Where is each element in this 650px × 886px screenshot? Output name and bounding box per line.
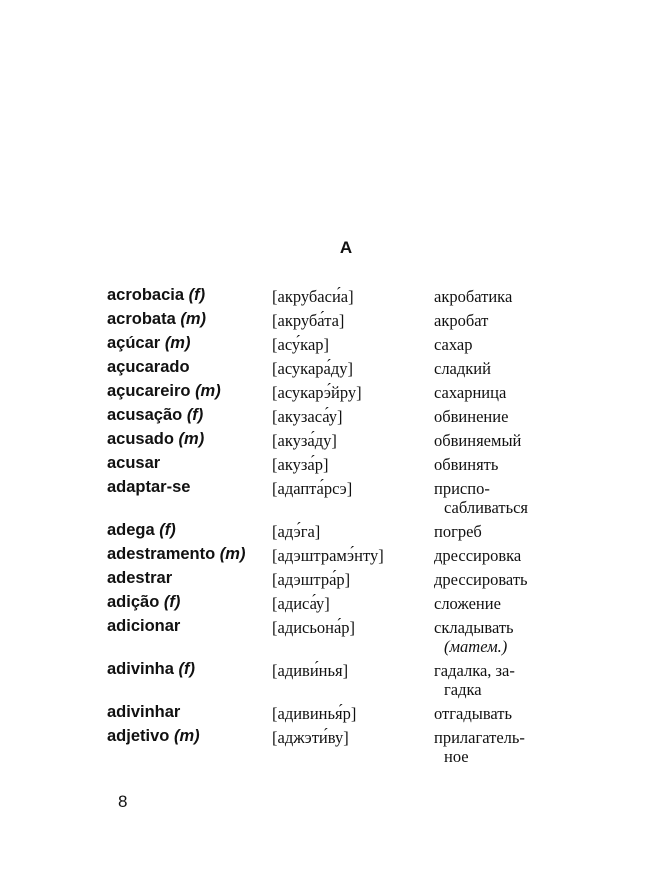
portuguese-word (107, 703, 272, 722)
headword: açúcar (107, 334, 161, 352)
transcription: [адапта́рсэ] (272, 479, 353, 498)
entry-list (107, 286, 559, 770)
headword: acrobata (107, 310, 176, 328)
transcription: [акузаса́у] (272, 407, 343, 426)
translation (434, 660, 559, 699)
translation (434, 286, 559, 306)
portuguese-word (107, 593, 272, 612)
portuguese-word (107, 569, 272, 588)
translation-line: гадалка, за- (434, 661, 515, 680)
gender-marker: (m) (219, 545, 246, 563)
transcription: [адэштра́р] (272, 570, 351, 589)
dictionary-entry (107, 660, 559, 699)
gender-marker: (m) (178, 430, 205, 448)
gender-marker: (m) (195, 382, 221, 400)
portuguese-word (107, 310, 272, 329)
gender-marker: (f) (178, 660, 196, 678)
dictionary-entry (107, 593, 559, 613)
transcription: [акуза́р] (272, 455, 329, 474)
translation-line: дрессировка (434, 546, 522, 565)
translation-line: складывать (434, 618, 514, 637)
gender-marker: (f) (188, 286, 206, 304)
dictionary-entry (107, 430, 559, 450)
translation (434, 358, 559, 378)
headword: adivinhar (107, 703, 181, 721)
headword: adição (107, 593, 160, 611)
dictionary-entry (107, 545, 559, 565)
portuguese-word (107, 545, 272, 564)
headword: açucarado (107, 358, 190, 376)
translation (434, 430, 559, 450)
transcription: [асукарэ́йру] (272, 383, 362, 402)
translation-line: акробатика (434, 287, 513, 306)
dictionary-entry (107, 478, 559, 517)
transcription: [адивинья́р] (272, 704, 357, 723)
translation-line: отгадывать (434, 704, 513, 723)
translation (434, 454, 559, 474)
translation (434, 569, 559, 589)
translation-line: сабливаться (444, 498, 529, 517)
dictionary-entry (107, 334, 559, 354)
transcription: [акуза́ду] (272, 431, 337, 450)
translation (434, 310, 559, 330)
gender-marker: (f) (159, 521, 176, 539)
dictionary-entry (107, 521, 559, 541)
gender-marker: (m) (164, 334, 191, 352)
page-number: 8 (118, 792, 128, 811)
headword: adicionar (107, 617, 181, 635)
translation-line: сахарница (434, 383, 507, 402)
dictionary-entry (107, 406, 559, 426)
dictionary-entry (107, 310, 559, 330)
portuguese-word (107, 454, 272, 473)
translation (434, 521, 559, 541)
headword: adivinha (107, 660, 174, 678)
portuguese-word (107, 617, 272, 636)
portuguese-word (107, 334, 272, 353)
translation-line: сложение (434, 594, 501, 613)
translation-line: обвинять (434, 455, 499, 474)
headword: acusado (107, 430, 174, 448)
translation-line: сахар (434, 335, 473, 354)
translation-line: гадка (444, 680, 482, 699)
transcription: [аджэти́ву] (272, 728, 349, 747)
transcription: [асукара́ду] (272, 359, 353, 378)
headword: adega (107, 521, 155, 539)
gender-marker: (m) (173, 727, 200, 745)
transcription: [адэштрамэ́нту] (272, 546, 384, 565)
transcription: [акрубаси́а] (272, 287, 354, 306)
dictionary-entry (107, 617, 559, 656)
translation-line: прилагатель- (434, 728, 525, 747)
dictionary-entry (107, 358, 559, 378)
translation-line: дрессировать (434, 570, 528, 589)
portuguese-word (107, 382, 272, 401)
transcription: [адэ́га] (272, 522, 321, 541)
dictionary-entry (107, 703, 559, 723)
portuguese-word (107, 660, 272, 679)
portuguese-word (107, 521, 272, 540)
translation (434, 593, 559, 613)
translation (434, 545, 559, 565)
portuguese-word (107, 406, 272, 425)
portuguese-word (107, 286, 272, 305)
dictionary-entry (107, 727, 559, 766)
transcription: [адиви́нья] (272, 661, 349, 680)
portuguese-word (107, 727, 272, 746)
dictionary-entry (107, 286, 559, 306)
translation (434, 727, 559, 766)
headword: acusar (107, 454, 161, 472)
translation-line: обвинение (434, 407, 509, 426)
translation (434, 478, 559, 517)
transcription: [асу́кар] (272, 335, 330, 354)
headword: adestramento (107, 545, 216, 563)
translation (434, 703, 559, 723)
headword: acrobacia (107, 286, 185, 304)
gender-marker: (m) (180, 310, 207, 328)
translation-line: обвиняемый (434, 431, 522, 450)
transcription: [адисьона́р] (272, 618, 356, 637)
headword: adestrar (107, 569, 173, 587)
translation-line: ное (444, 747, 469, 766)
translation (434, 617, 559, 656)
headword: acusação (107, 406, 183, 424)
transcription: [адиса́у] (272, 594, 330, 613)
section-letter: A (339, 238, 353, 257)
translation-line: сладкий (434, 359, 491, 378)
gender-marker: (f) (186, 406, 204, 424)
dictionary-entry (107, 382, 559, 402)
translation-line: акробат (434, 311, 489, 330)
dictionary-entry (107, 569, 559, 589)
translation (434, 382, 559, 402)
usage-note: (матем.) (444, 637, 508, 656)
headword: açucareiro (107, 382, 191, 400)
dictionary-entry (107, 454, 559, 474)
translation (434, 406, 559, 426)
transcription: [акруба́та] (272, 311, 345, 330)
headword: adaptar-se (107, 478, 191, 496)
translation-line: погреб (434, 522, 482, 541)
portuguese-word (107, 430, 272, 449)
portuguese-word (107, 358, 272, 377)
gender-marker: (f) (163, 593, 181, 611)
translation-line: приспо- (434, 479, 490, 498)
headword: adjetivo (107, 727, 170, 745)
portuguese-word (107, 478, 272, 497)
translation (434, 334, 559, 354)
